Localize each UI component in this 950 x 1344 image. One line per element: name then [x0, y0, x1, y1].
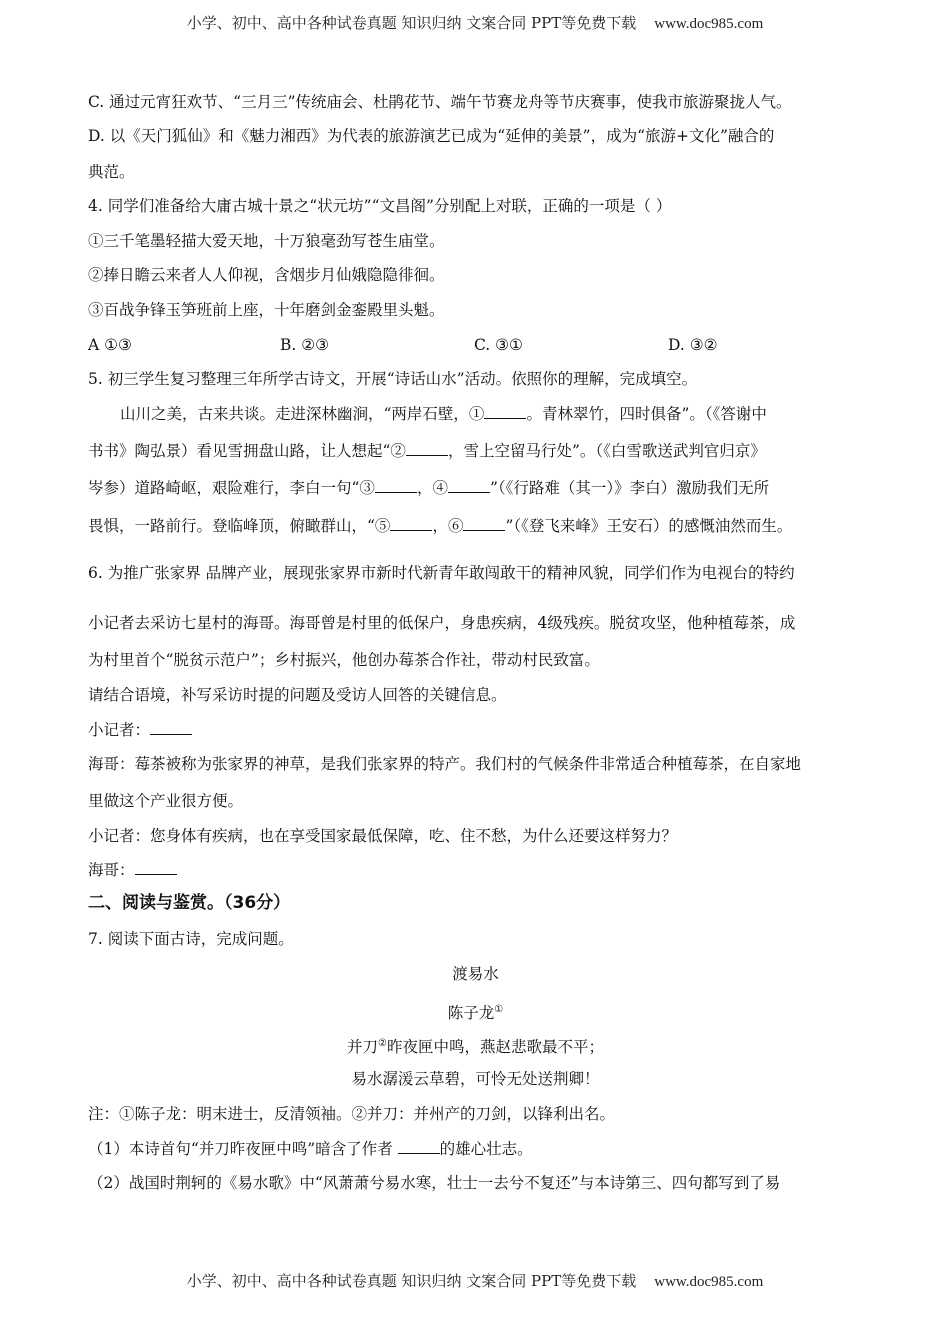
q5-text: ”（《登飞来峰》王安石）的感慨油然而生。 — [505, 517, 793, 535]
q5-text: 。青林翠竹，四时俱备”。（《答谢中 — [526, 405, 767, 423]
q7-stem: 7. 阅读下面古诗，完成问题。 — [88, 930, 294, 948]
q5-text: ，雪上空留马行处”。（《白雪歌送武判官归京》 — [447, 442, 766, 460]
q5-text: 山川之美，古来共谈。走进深林幽涧，“两岸石壁，① — [120, 405, 485, 423]
fill-blank-reporter[interactable] — [150, 720, 192, 735]
q6-reporter-1 — [88, 720, 868, 740]
author-name: 陈子龙 — [447, 1004, 495, 1023]
header-text: 小学、初中、高中各种试卷真题 知识归纳 文案合同 PPT等免费下载 — [186, 14, 637, 32]
header-url[interactable]: www.doc985.com — [654, 16, 764, 32]
q5-text: 书书》陶弘景）看见雪拥盘山路，让人想起“② — [88, 442, 406, 460]
poem-text: 昨夜匣中鸣，燕赵悲歌最不平； — [386, 1038, 604, 1057]
q4-option-d: D. ③② — [668, 336, 718, 354]
fill-blank-5[interactable] — [390, 516, 432, 531]
q6-line4: 请结合语境，补写采访时提的问题及受访人回答的关键信息。 — [88, 686, 507, 704]
poem-line-2: 易水潺湲云草碧，可怜无处送荆卿！ — [351, 1070, 600, 1088]
q5-stem: 5. 初三学生复习整理三年所学古诗文，开展“诗话山水”活动。依照你的理解，完成填空。 — [88, 370, 698, 388]
q5-para-line2 — [88, 441, 868, 461]
q3-option-d-line2: 典范。 — [88, 163, 135, 181]
q4-stem: 4. 同学们准备给大庸古城十景之“状元坊”“文昌阁”分别配上对联，正确的一项是（ ） — [88, 197, 672, 215]
q6-haige-1-line2: 里做这个产业很方便。 — [88, 792, 244, 810]
fill-blank-4[interactable] — [448, 478, 490, 493]
q4-couplet-3: ③百战争锋玉笋班前上座，十年磨剑金銮殿里头魁。 — [88, 301, 445, 319]
fill-blank-2[interactable] — [406, 441, 448, 456]
q5-para-line1 — [120, 404, 900, 424]
q5-para-line4 — [88, 516, 868, 536]
fill-blank-1[interactable] — [484, 404, 526, 419]
q4-option-a: A ①③ — [88, 336, 132, 354]
q6-line1: 6. 为推广张家界 品牌产业，展现张家界市新时代新青年敢闯敢干的精神风貌，同学们作为电视台的特约 — [88, 564, 795, 582]
section-2-title: 二、阅读与鉴赏。（36分） — [88, 893, 291, 913]
q7-text: （1）本诗首句“并刀昨夜匣中鸣”暗含了作者 — [88, 1140, 398, 1158]
q6-line2: 小记者去采访七星村的海哥。海哥曾是村里的低保户，身患疾病，4级残疾。脱贫攻坚，他种植莓茶，成 — [88, 614, 796, 632]
poem-line-1 — [88, 1034, 863, 1057]
page-header — [0, 12, 950, 33]
poem-notes: 注：①陈子龙：明末进士，反清领袖。②并刀：并州产的刀剑，以锋利出名。 — [88, 1105, 616, 1123]
q5-text: 岑参）道路崎岖，艰险难行，李白一句“③ — [88, 479, 375, 497]
poem-title: 渡易水 — [452, 965, 499, 983]
q6-haige-2 — [88, 860, 868, 880]
footnote-ref: ① — [494, 1004, 504, 1015]
q4-couplet-2: ②捧日瞻云来者人人仰视，含烟步月仙娥隐隐徘徊。 — [88, 266, 445, 284]
q5-text: 畏惧，一路前行。登临峰顶，俯瞰群山，“⑤ — [88, 517, 391, 535]
q3-option-c: C. 通过元宵狂欢节、“三月三”传统庙会、杜鹃花节、端午节赛龙舟等节庆赛事，使我市旅游聚拢人气。 — [88, 93, 792, 111]
q7-text: 的雄心壮志。 — [439, 1140, 533, 1158]
fill-blank-3[interactable] — [375, 478, 417, 493]
q6-reporter-2: 小记者：您身体有疾病，也在享受国家最低保障，吃、住不愁，为什么还要这样努力？ — [88, 827, 678, 845]
poem-author — [88, 1000, 863, 1023]
footer-url[interactable]: www.doc985.com — [654, 1274, 764, 1290]
poem-text: 并刀 — [347, 1038, 379, 1057]
q3-option-d-line1: D. 以《天门狐仙》和《魅力湘西》为代表的旅游演艺已成为“延伸的美景”，成为“旅游+文化”融合的 — [88, 127, 775, 145]
q5-text: ，④ — [416, 479, 448, 497]
q6-label: 小记者： — [88, 721, 151, 739]
footnote-ref: ② — [378, 1038, 387, 1049]
q6-haige-1-line1: 海哥：莓茶被称为张家界的神草，是我们张家界的特产。我们村的气候条件非常适合种植莓茶，在自家地 — [88, 755, 802, 773]
q4-couplet-1: ①三千笔墨轻描大爱天地，十万狼毫劲写苍生庙堂。 — [88, 232, 445, 250]
q5-text: ”（《行路难（其一）》李白）激励我们无所 — [489, 479, 770, 497]
q4-option-c: C. ③① — [474, 336, 523, 354]
q5-para-line3 — [88, 478, 868, 498]
q6-line3: 为村里首个“脱贫示范户”；乡村振兴，他创办莓茶合作社，带动村民致富。 — [88, 651, 600, 669]
q5-text: ，⑥ — [432, 517, 464, 535]
q7-sub-2: （2）战国时荆轲的《易水歌》中“风萧萧兮易水寒，壮士一去兮不复还”与本诗第三、四句都写到了易 — [88, 1174, 781, 1192]
fill-blank-6[interactable] — [463, 516, 505, 531]
page-footer — [0, 1270, 950, 1291]
footer-text: 小学、初中、高中各种试卷真题 知识归纳 文案合同 PPT等免费下载 — [186, 1272, 637, 1290]
q6-label: 海哥： — [88, 861, 135, 879]
q4-option-b: B. ②③ — [280, 336, 330, 354]
fill-blank-q7[interactable] — [398, 1139, 440, 1154]
q7-sub-1 — [88, 1139, 868, 1159]
fill-blank-haige[interactable] — [135, 860, 177, 875]
